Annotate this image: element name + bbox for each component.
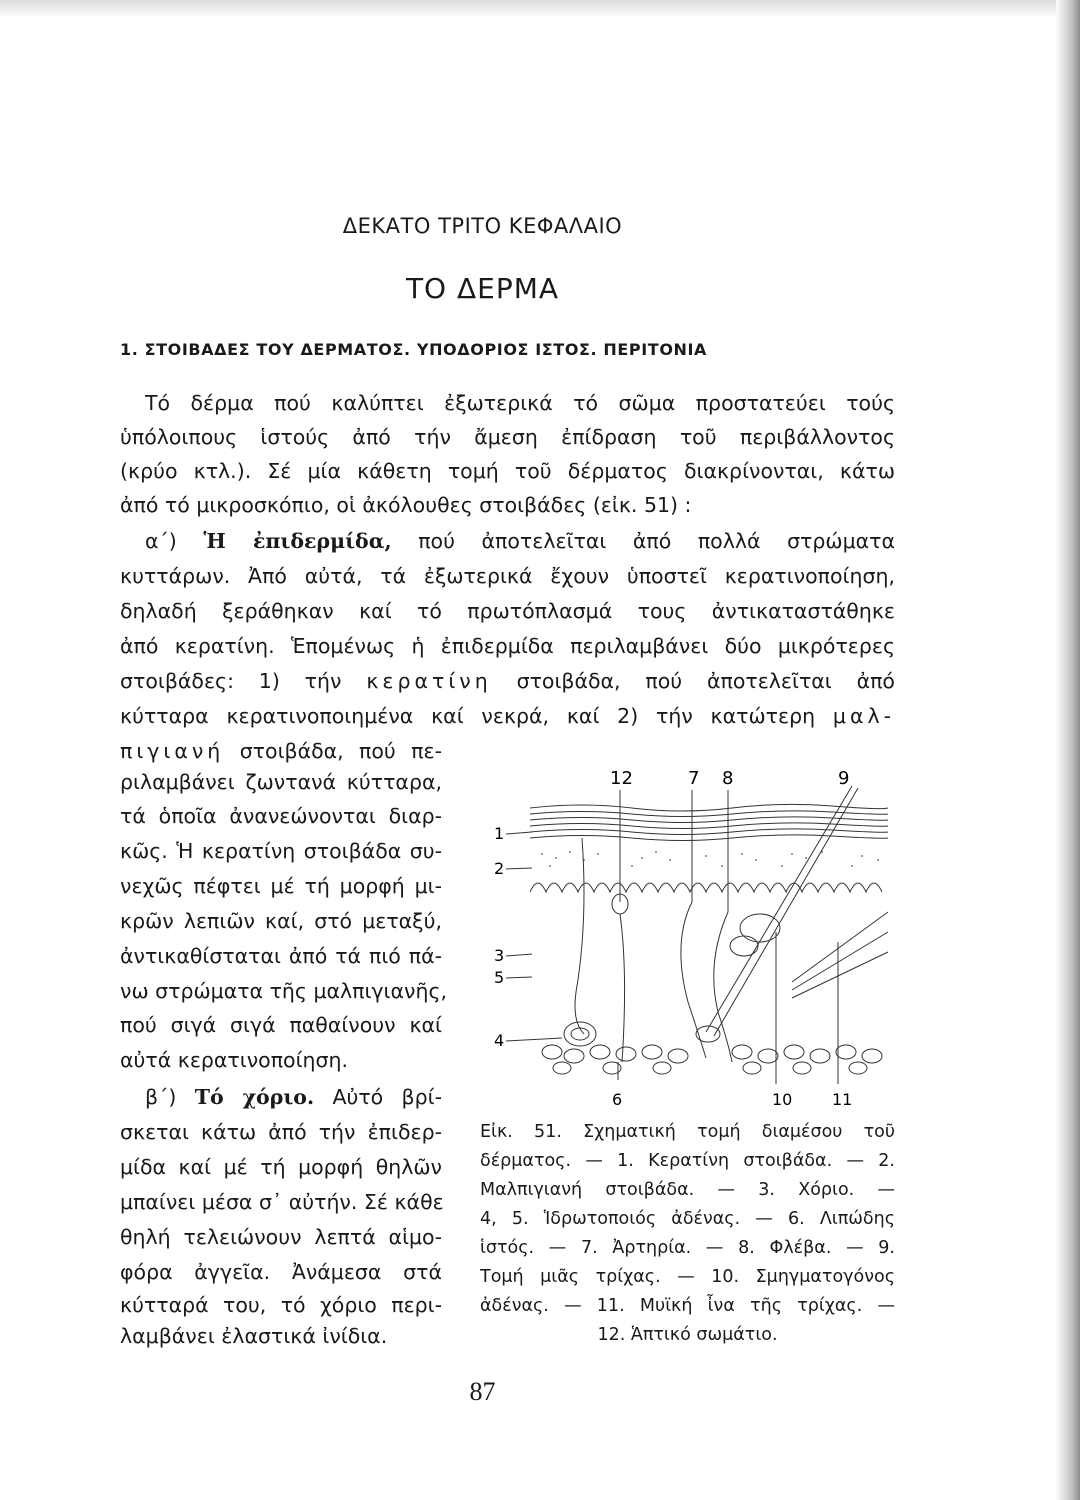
leader-line <box>506 832 532 834</box>
text-line: νω στρώματα τῆς μαλπιγιανῆς, <box>120 979 447 1003</box>
caption-line: 4, 5. Ἱδρωτοποιός ἀδένας. — 6. Λιπώδης <box>480 1209 895 1229</box>
text-span: στοιβάδα, πού πε- <box>239 739 442 763</box>
text-line: θηλή τελειώνουν λεπτά αἱμο- <box>120 1225 442 1249</box>
scan-edge-top <box>0 0 1080 18</box>
alpha-line-7 <box>120 736 442 766</box>
text-line: λαμβάνει ἐλαστικά ἰνίδια. <box>120 1324 388 1348</box>
alpha-term: Ἡ ἐπιδερμίδα, <box>203 529 392 553</box>
leader-line <box>506 977 532 978</box>
text-line: Τό δέρμα πού καλύπτει ἐξωτερικά τό σῶμα προστατεύει τούς <box>145 391 895 415</box>
beta-first-line <box>145 1082 442 1112</box>
figure-label: 5 <box>494 968 505 987</box>
chapter-heading: ΔΕΚΑΤΟ ΤΡΙΤΟ ΚΕΦΑΛΑΙΟ <box>342 214 623 238</box>
keratin-layer <box>530 835 888 841</box>
figure-label: 10 <box>772 1090 793 1109</box>
skin-section-figure <box>492 762 896 1122</box>
text-line: κρῶν λεπιῶν καί, στό μεταξύ, <box>120 909 442 933</box>
caption-line: 12. Ἁπτικό σωμάτιο. <box>597 1325 778 1345</box>
nerve-fiber <box>620 914 625 1062</box>
keratin-layer <box>530 804 888 811</box>
text-line: κυττάρων. Ἀπό αὐτά, τά ἐξωτερικά ἔχουν ὑποστεῖ κερατινοποίηση, <box>120 564 895 588</box>
text-line: ἀπό κερατίνη. Ἑπομένως ἡ ἐπιδερμίδα περιλαμβάνει δύο μικρότερες <box>120 634 895 658</box>
scan-edge-right <box>1056 0 1080 1500</box>
figure-label: 1 <box>494 824 505 843</box>
page-number: 87 <box>469 1377 496 1406</box>
leader-line <box>506 868 532 869</box>
text-line: (κρύο κτλ.). Σέ μία κάθετη τομή τοῦ δέρματος διακρίνονται, κάτω <box>120 459 895 483</box>
text-span: κύτταρα κερατινοποιημένα καί νεκρά, καί 2) τήν κατώτερη <box>120 704 816 728</box>
text-line: μίδα καί μέ τή μορφή θηλῶν <box>120 1155 442 1179</box>
text-line: ριλαμβάνει ζωντανά κύτταρα, <box>120 770 442 794</box>
figure-label: 8 <box>722 768 734 789</box>
papillae-border <box>530 883 882 892</box>
caption-line: δέρματος. — 1. Κερατίνη στοιβάδα. — 2. <box>480 1151 895 1171</box>
section-heading: 1. ΣΤΟΙΒΑΔΕΣ ΤΟΥ ΔΕΡΜΑΤΟΣ. ΥΠΟΔΟΡΙΟΣ ΙΣΤΟΣ. ΠΕΡΙΤΟΝΙΑ <box>120 340 708 359</box>
beta-term: Τό χόριο. <box>194 1085 315 1109</box>
sebaceous-gland <box>740 914 780 942</box>
caption-line: Τομή μιᾶς τρίχας. — 10. Σμηγματογόνος <box>480 1267 895 1287</box>
keratin-layer <box>530 817 888 823</box>
artery <box>681 902 706 1058</box>
sweat-gland-coil <box>564 1022 596 1046</box>
text-line: ὑπόλοιπους ἱστούς ἀπό τήν ἄμεση ἐπίδραση τοῦ περιβάλλοντος <box>120 425 895 449</box>
beta-first-rest: Αὐτό βρί- <box>332 1085 442 1109</box>
figure-label: 12 <box>610 768 633 789</box>
figure-label: 11 <box>832 1090 853 1109</box>
figure-label: 2 <box>494 859 505 878</box>
chapter-title: ΤΟ ΔΕΡΜΑ <box>405 272 560 305</box>
spaced-term-malpighian: μαλ- <box>832 704 895 728</box>
figure-label: 4 <box>494 1031 505 1050</box>
text-line: κύτταρά του, τό χόριο περι- <box>120 1293 442 1317</box>
figure-label: 6 <box>612 1090 623 1109</box>
text-line: αὐτά κερατινοποίηση. <box>120 1048 349 1072</box>
caption-line: Μαλπιγιανή στοιβάδα. — 3. Χόριο. — <box>480 1180 895 1200</box>
text-line: πού σιγά σιγά παθαίνουν καί <box>120 1013 442 1037</box>
text-line: νεχῶς πέφτει μέ τή μορφή μι- <box>120 874 442 898</box>
text-line: τά ὁποῖα ἀνανεώνονται διαρ- <box>120 804 442 828</box>
figure-label: 3 <box>494 946 505 965</box>
text-line: ἀντικαθίσταται ἀπό τά πιό πά- <box>120 944 442 968</box>
figure-label: 9 <box>838 768 850 789</box>
arrector-muscle <box>792 932 888 990</box>
arrector-muscle <box>792 912 888 982</box>
keratin-layer <box>530 823 888 829</box>
alpha-first-rest: πού ἀποτελεῖται ἀπό πολλά στρώματα <box>418 529 895 553</box>
arrector-muscle <box>792 952 888 998</box>
malpighian-dots <box>541 851 879 867</box>
spaced-term-malpighian-cont: πιγιανή <box>120 739 225 763</box>
caption-line: ἀδένας. — 11. Μυϊκή ἶνα τῆς τρίχας. — <box>480 1296 895 1316</box>
leader-line <box>506 1038 562 1041</box>
text-line: μπαίνει μέσα σ᾽ αὐτήν. Σέ κάθε <box>120 1190 444 1214</box>
sweat-gland-coil <box>571 1028 589 1040</box>
caption-line: Εἰκ. 51. Σχηματική τομή διαμέσου τοῦ <box>480 1122 895 1142</box>
text-span: στοιβάδα, πού ἀποτελεῖται ἀπό <box>516 669 895 693</box>
alpha-first-line <box>145 526 895 556</box>
alpha-line-5 <box>120 666 895 696</box>
leader-line <box>506 954 532 956</box>
sebaceous-gland <box>730 936 758 956</box>
sweat-duct <box>575 838 584 1034</box>
alpha-marker: α΄) <box>145 529 177 553</box>
text-line: φόρα ἀγγεῖα. Ἀνάμεσα στά <box>120 1260 442 1284</box>
text-line: σκεται κάτω ἀπό τήν ἐπιδερ- <box>120 1120 442 1144</box>
caption-line: ἱστός. — 7. Ἀρτηρία. — 8. Φλέβα. — 9. <box>480 1238 895 1258</box>
spaced-term-keratin: κερατίνη <box>366 669 492 693</box>
text-line: δηλαδή ξεράθηκαν καί τό πρωτόπλασμά τους ἀντικαταστάθηκε <box>120 599 895 623</box>
text-line: ἀπό τό μικροσκόπιο, οἱ ἀκόλουθες στοιβάδες (εἰκ. 51) : <box>120 493 692 517</box>
beta-marker: β΄) <box>145 1085 177 1109</box>
alpha-line-6 <box>120 701 895 731</box>
text-span: στοιβάδες: 1) τήν <box>120 669 342 693</box>
text-line: κῶς. Ἡ κερατίνη στοιβάδα συ- <box>120 839 442 863</box>
fat-cells <box>542 1045 882 1074</box>
figure-label: 7 <box>688 768 700 789</box>
